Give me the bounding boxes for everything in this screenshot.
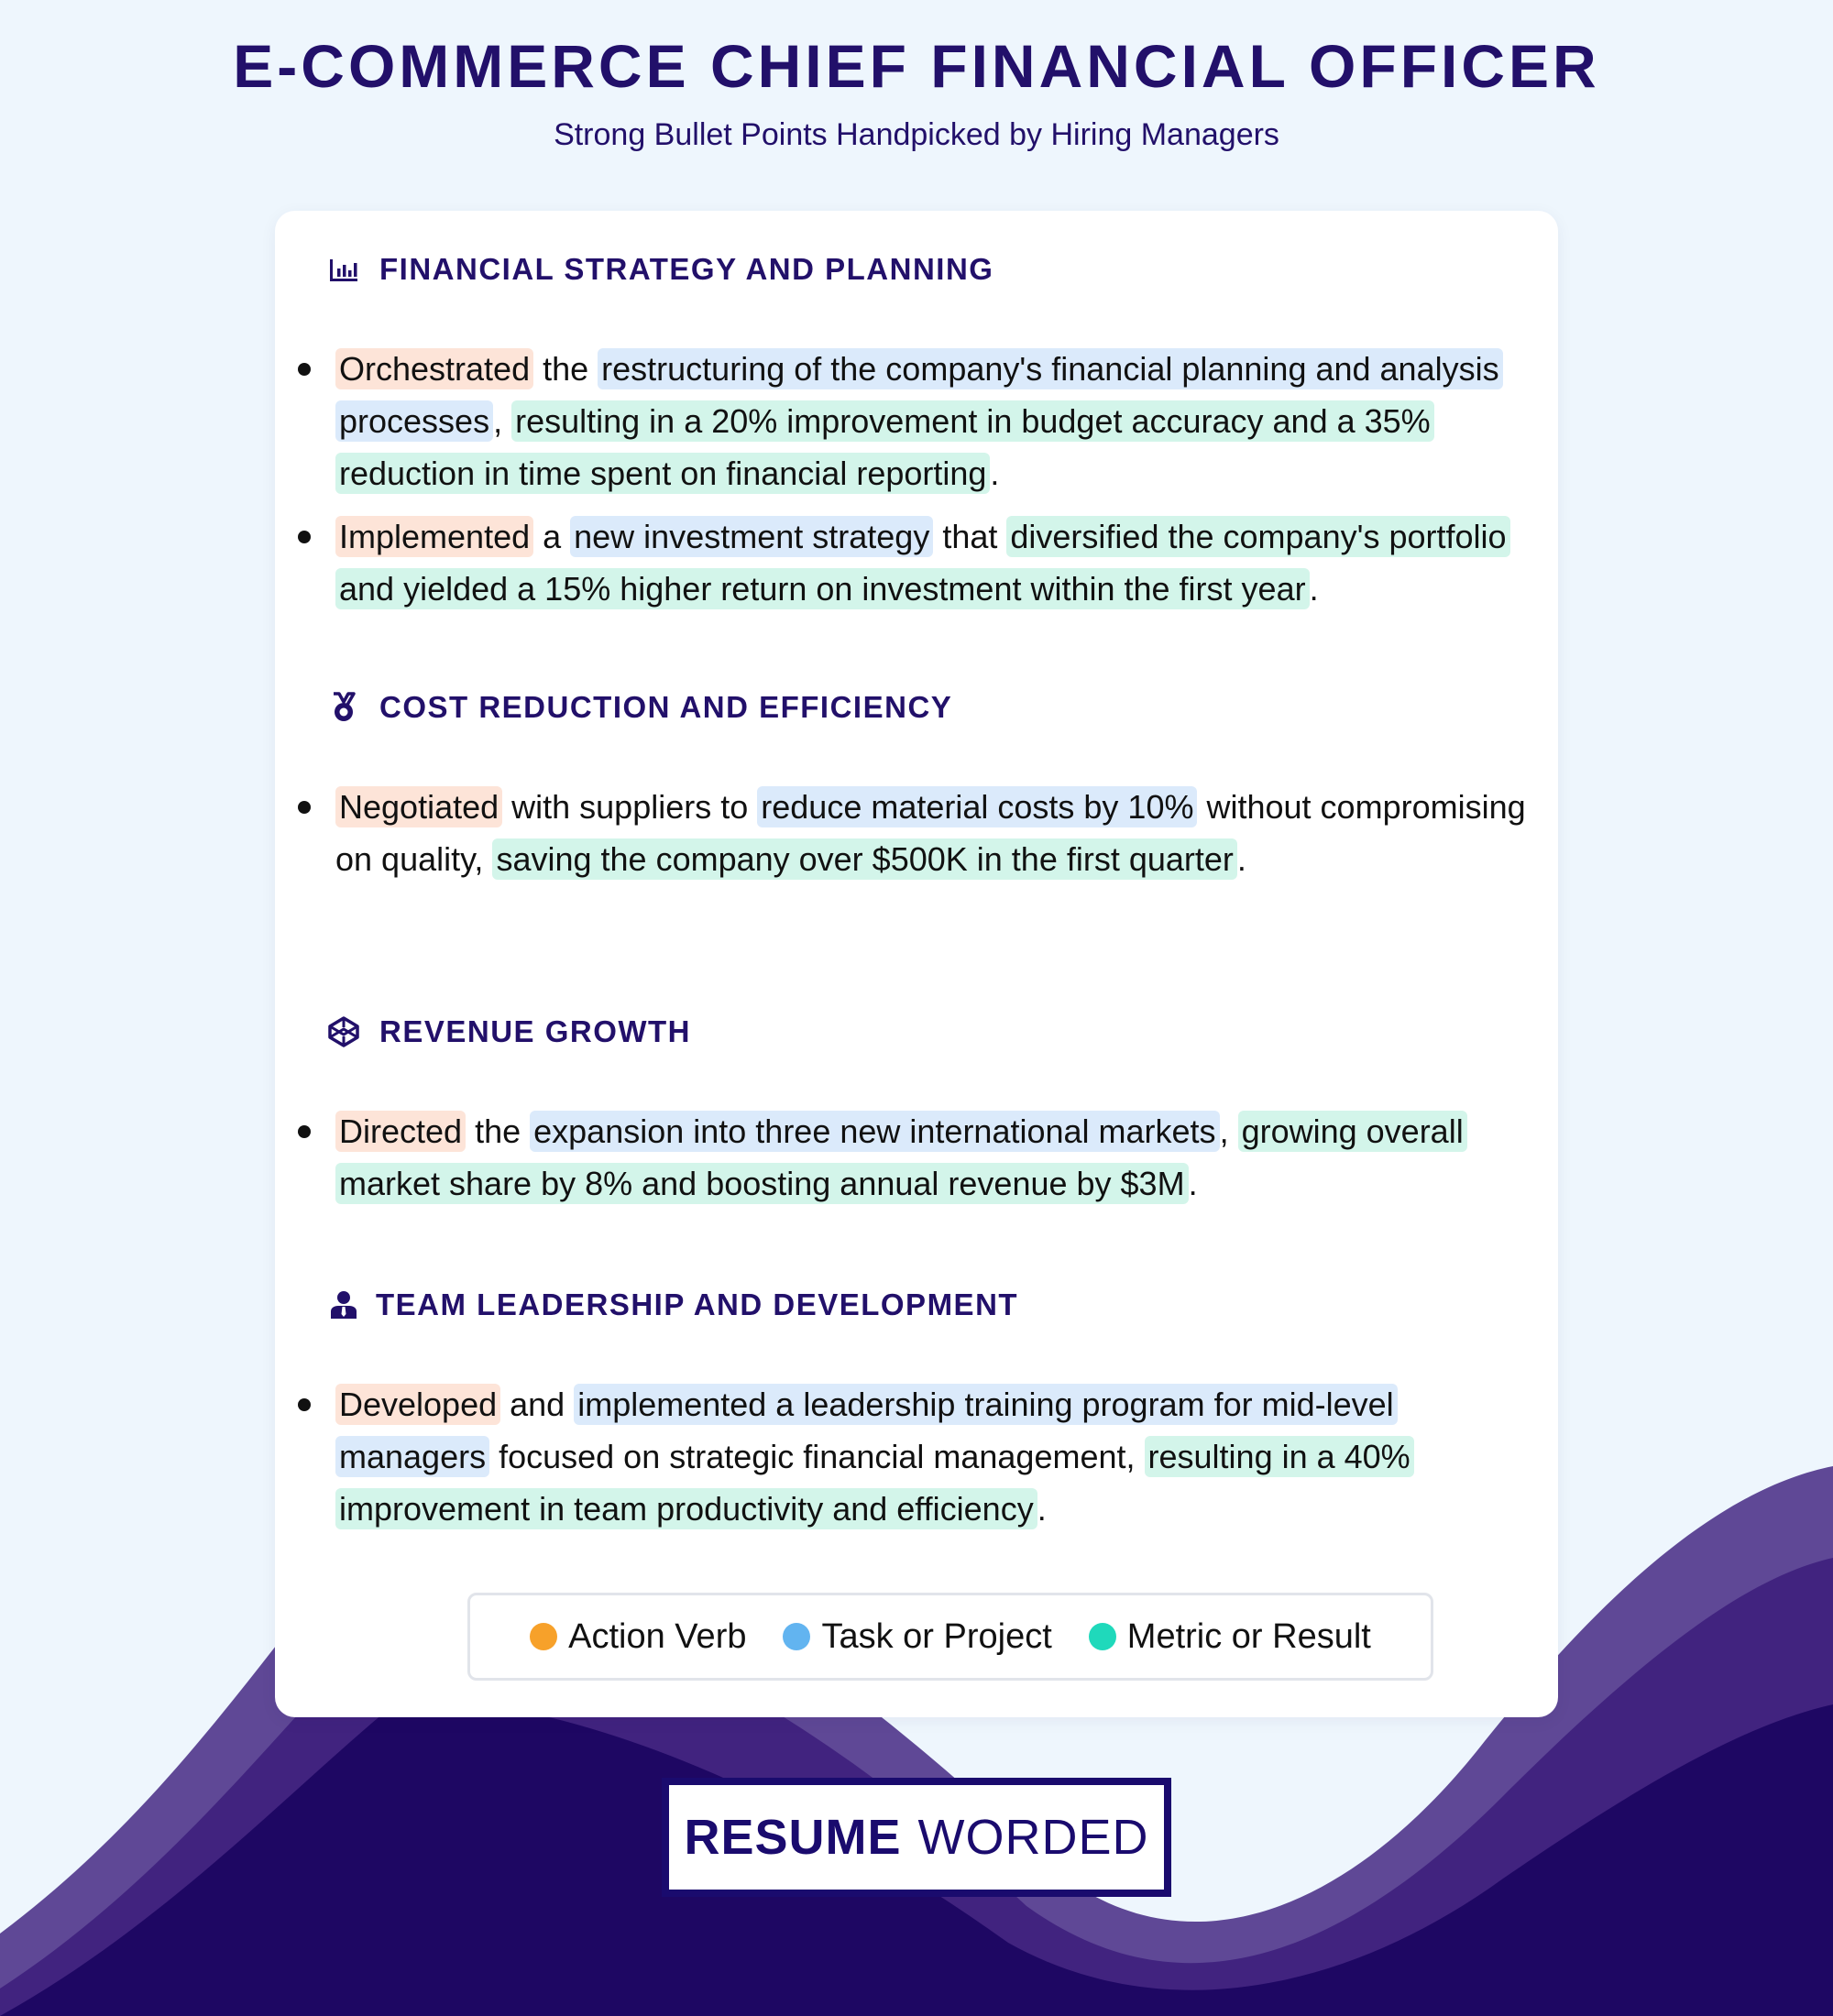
logo-text-bold: RESUME [684,1810,902,1865]
section-header [328,689,1538,726]
task-highlight: reduce material costs by 10% [757,786,1197,827]
section-title: FINANCIAL STRATEGY AND PLANNING [379,252,994,286]
bullet-text: and [500,1386,575,1423]
bullet-text: . [1188,1165,1198,1202]
legend [467,1593,1433,1681]
metric-highlight: resulting in a 40% improvement in team productivity and efficiency [335,1436,1414,1529]
legend-dot-blue [783,1623,810,1650]
page-title: E-COMMERCE CHIEF FINANCIAL OFFICER [233,32,1600,100]
action-verb-highlight: Negotiated [335,786,502,827]
legend-dot-teal [1089,1623,1116,1650]
medal-icon [328,692,359,723]
task-highlight: new investment strategy [570,516,933,557]
page-header [0,31,1833,153]
bullet-text: without compromising on quality, [335,788,1526,878]
bullet-text: with suppliers to [502,788,758,826]
codepen-icon [328,1016,359,1047]
action-verb-highlight: Orchestrated [335,348,533,389]
bullet-text: , [493,402,512,440]
bullet-text: . [1309,570,1319,608]
bullet-dot [298,801,311,814]
bullet-text: the [466,1112,531,1150]
metric-highlight: resulting in a 20% improvement in budget accuracy and a 35% reduction in time spent on financial reporting [335,400,1434,494]
section-title: REVENUE GROWTH [379,1014,692,1048]
legend-item-task [783,1617,1051,1657]
section-cost-reduction [328,689,1538,896]
bullet-text: , [1219,1112,1238,1150]
legend-label: Metric or Result [1126,1616,1371,1656]
section-team-leadership [328,1287,1538,1546]
section-title: TEAM LEADERSHIP AND DEVELOPMENT [376,1287,1019,1321]
resume-worded-logo[interactable] [662,1778,1171,1897]
bullet-list [328,1105,1538,1210]
legend-dot-orange [530,1623,557,1650]
bullet-text: the [533,350,598,388]
bar-chart-icon [328,254,359,285]
section-header [328,1013,1538,1050]
section-title: COST REDUCTION AND EFFICIENCY [379,690,953,724]
section-header [328,251,1538,288]
bullet-text: focused on strategic financial management, [489,1438,1145,1475]
action-verb-highlight: Developed [335,1384,500,1425]
bullet-item [328,343,1538,499]
legend-item-metric [1089,1617,1371,1657]
bullet-list [328,781,1538,885]
bullet-item [328,1378,1538,1535]
bullet-list [328,343,1538,615]
bullet-text: that [933,518,1007,555]
metric-highlight: diversified the company's portfolio and yielded a 15% higher return on investment within the first year [335,516,1510,609]
section-revenue-growth [328,1013,1538,1221]
bullet-list [328,1378,1538,1535]
task-highlight: expansion into three new international markets [530,1111,1219,1152]
bullet-item [328,781,1538,885]
logo-text-light: WORDED [917,1810,1149,1865]
metric-highlight: growing overall market share by 8% and boosting annual revenue by $3M [335,1111,1467,1204]
page-subtitle: Strong Bullet Points Handpicked by Hiring Managers [554,117,1279,152]
bullet-text: a [533,518,571,555]
user-tie-icon [328,1289,359,1320]
bullet-text: . [1236,840,1246,878]
bullet-item [328,510,1538,615]
bullet-points-card [275,211,1558,1717]
task-highlight: implemented a leadership training program for mid-level managers [335,1384,1398,1477]
section-financial-strategy [328,251,1538,626]
bullet-dot [298,363,311,376]
bullet-item [328,1105,1538,1210]
legend-label: Task or Project [821,1616,1052,1656]
bullet-text: . [1037,1490,1047,1528]
bullet-text: . [990,455,1000,492]
action-verb-highlight: Implemented [335,516,533,557]
metric-highlight: saving the company over $500K in the first quarter [492,838,1236,880]
section-header [328,1287,1538,1323]
bullet-dot [298,531,311,543]
bullet-dot [298,1125,311,1138]
legend-item-action-verb [530,1617,746,1657]
bullet-dot [298,1398,311,1411]
action-verb-highlight: Directed [335,1111,466,1152]
legend-label: Action Verb [568,1616,747,1656]
task-highlight: restructuring of the company's financial planning and analysis processes [335,348,1503,442]
